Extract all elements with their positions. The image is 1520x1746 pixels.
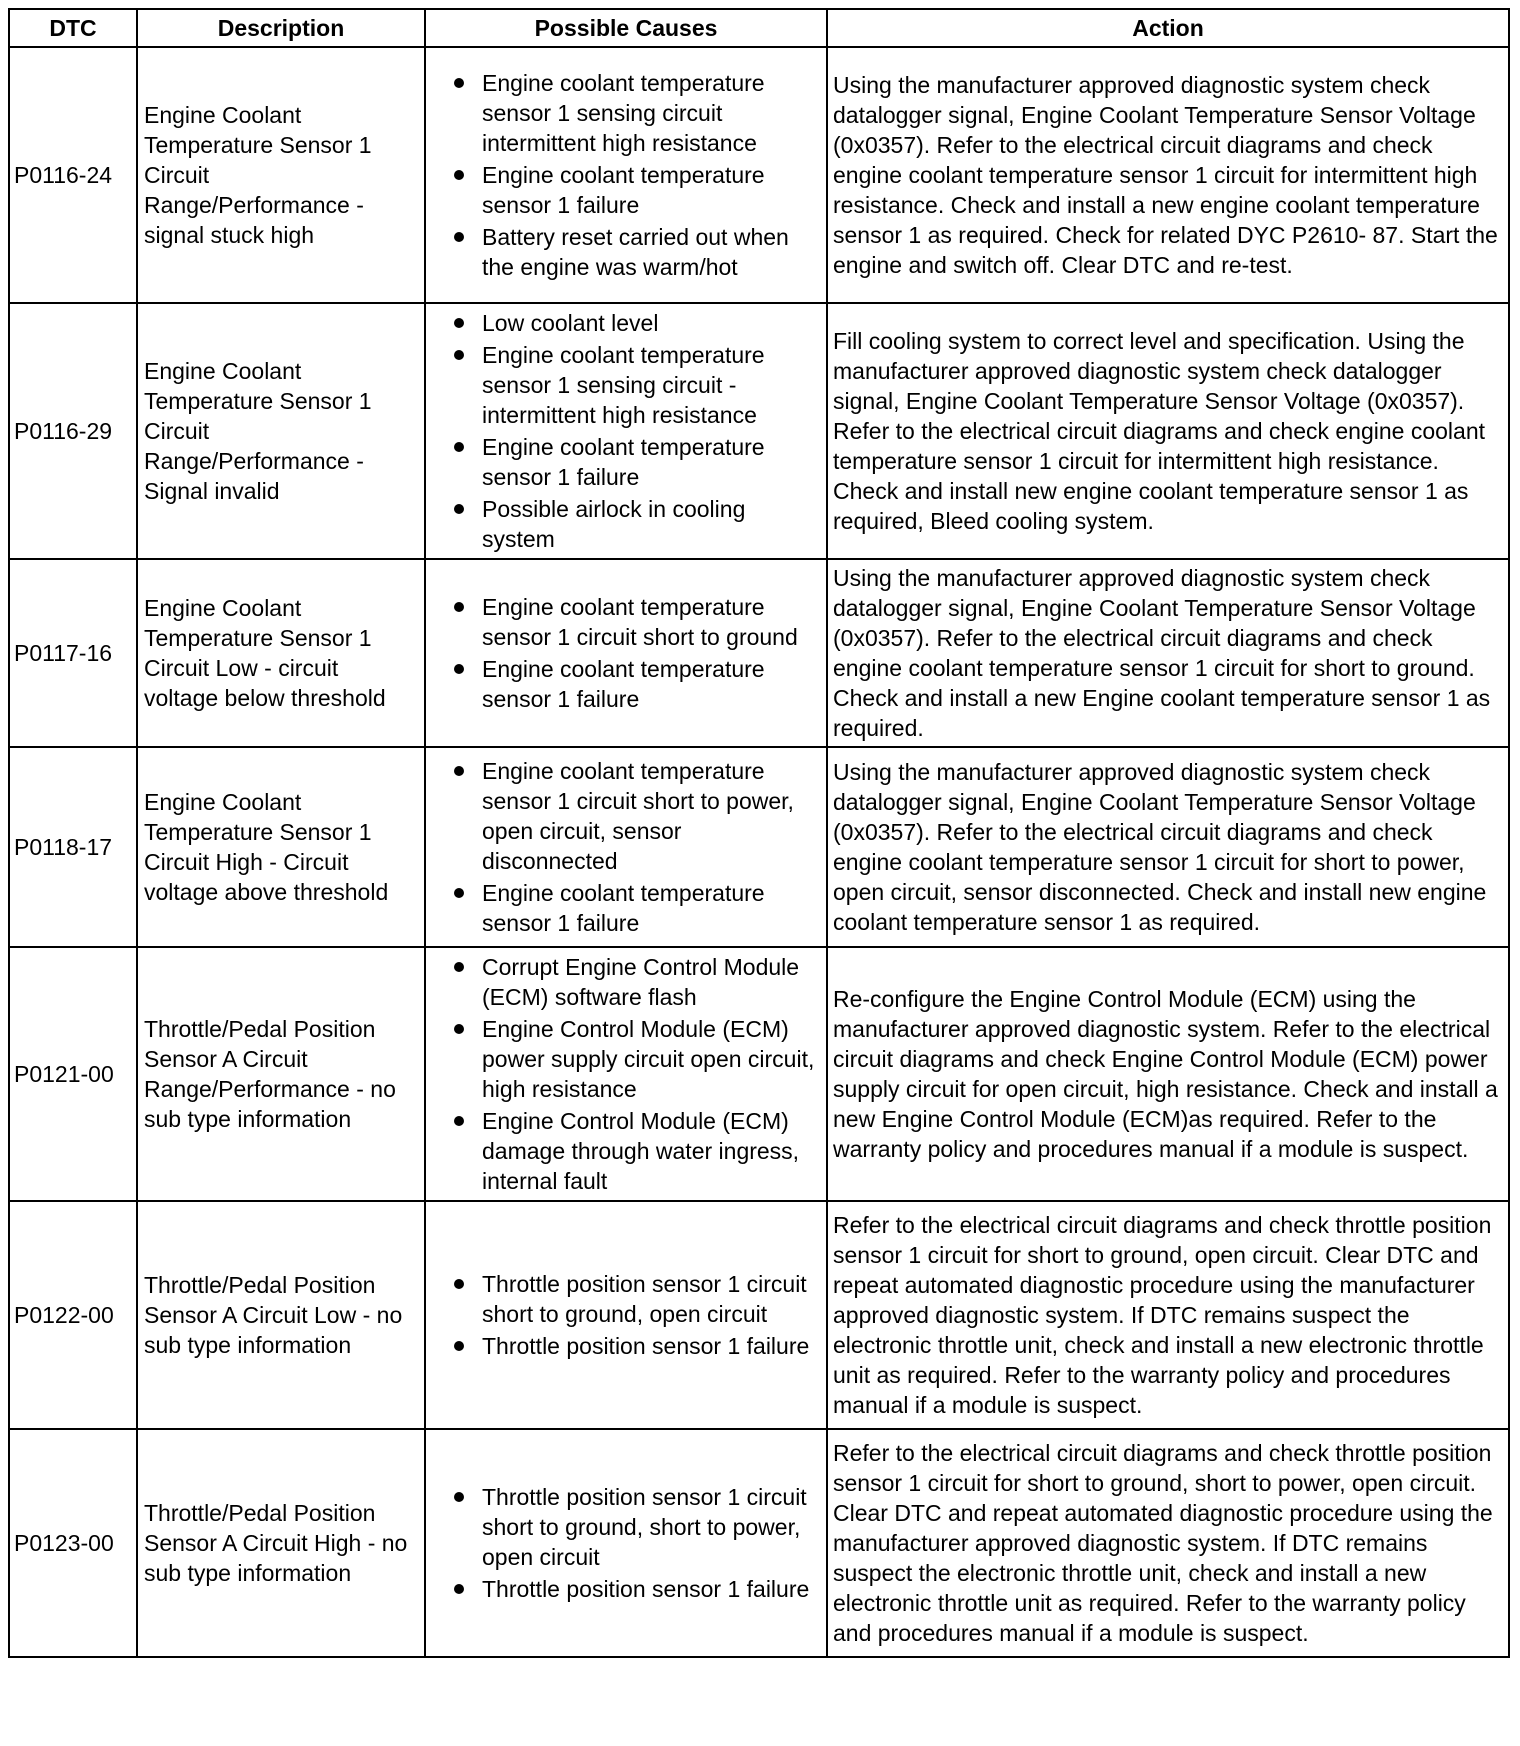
cause-text: Engine coolant temperature sensor 1 circuit short to ground <box>482 594 798 650</box>
bullet-icon <box>454 78 464 88</box>
cause-text: Corrupt Engine Control Module (ECM) software flash <box>482 954 800 1010</box>
cause-list-item <box>432 308 822 338</box>
possible-causes-cell <box>425 303 827 559</box>
cause-text: Battery reset carried out when the engine was warm/hot <box>482 224 789 280</box>
bullet-icon <box>454 170 464 180</box>
cause-text: Throttle position sensor 1 failure <box>482 1333 810 1359</box>
table-row <box>9 47 1509 303</box>
cause-list-item <box>432 592 822 652</box>
dtc-code-cell: P0117-16 <box>9 559 137 747</box>
cause-list-item <box>432 1014 822 1104</box>
cause-list-item <box>432 878 822 938</box>
cause-list-item <box>432 1269 822 1329</box>
bullet-icon <box>454 602 464 612</box>
cause-list-item <box>432 756 822 876</box>
causes-list <box>432 592 822 714</box>
cause-list-item <box>432 1331 822 1361</box>
possible-causes-cell <box>425 47 827 303</box>
dtc-code-cell: P0121-00 <box>9 947 137 1201</box>
bullet-icon <box>454 442 464 452</box>
action-cell: Fill cooling system to correct level and specification. Using the manufacturer approved diagnostic system check datalogger signal, Engine Coolant Temperature Sensor Voltage (0x0357). Refer to the electrical circuit diagrams and check engine coolant temperature sensor 1 circuit for intermittent high resistance. Check and install new engine coolant temperature sensor 1 as required, Bleed cooling system. <box>827 303 1509 559</box>
bullet-icon <box>454 1584 464 1594</box>
cause-text: Low coolant level <box>482 310 659 336</box>
description-cell: Engine Coolant Temperature Sensor 1 Circuit Range/Performance - Signal invalid <box>137 303 425 559</box>
description-cell: Engine Coolant Temperature Sensor 1 Circuit Low - circuit voltage below threshold <box>137 559 425 747</box>
description-cell: Throttle/Pedal Position Sensor A Circuit Low - no sub type information <box>137 1201 425 1429</box>
dtc-code-cell: P0116-24 <box>9 47 137 303</box>
action-cell: Refer to the electrical circuit diagrams and check throttle position sensor 1 circuit for short to ground, short to power, open circuit. Clear DTC and repeat automated diagnostic procedure using the manufacturer approved diagnostic system. If DTC remains suspect the electronic throttle unit, check and install a new electronic throttle unit as required. Refer to the warranty policy and procedures manual if a module is suspect. <box>827 1429 1509 1657</box>
possible-causes-cell <box>425 747 827 947</box>
bullet-icon <box>454 1341 464 1351</box>
table-row <box>9 303 1509 559</box>
header-dtc: DTC <box>9 9 137 47</box>
cause-list-item <box>432 952 822 1012</box>
table-row <box>9 1429 1509 1657</box>
table-row <box>9 947 1509 1201</box>
cause-list-item <box>432 432 822 492</box>
bullet-icon <box>454 318 464 328</box>
cause-text: Engine coolant temperature sensor 1 failure <box>482 880 765 936</box>
causes-list <box>432 308 822 554</box>
causes-list <box>432 1482 822 1604</box>
bullet-icon <box>454 664 464 674</box>
cause-text: Engine coolant temperature sensor 1 sensing circuit - intermittent high resistance <box>482 342 765 428</box>
cause-text: Engine Control Module (ECM) damage through water ingress, internal fault <box>482 1108 800 1194</box>
dtc-code-cell: P0116-29 <box>9 303 137 559</box>
dtc-table <box>8 8 1510 1658</box>
bullet-icon <box>454 504 464 514</box>
cause-list-item <box>432 160 822 220</box>
header-action: Action <box>827 9 1509 47</box>
cause-list-item <box>432 1106 822 1196</box>
bullet-icon <box>454 1279 464 1289</box>
cause-list-item <box>432 654 822 714</box>
table-row <box>9 1201 1509 1429</box>
possible-causes-cell <box>425 559 827 747</box>
cause-text: Engine coolant temperature sensor 1 failure <box>482 162 765 218</box>
bullet-icon <box>454 962 464 972</box>
bullet-icon <box>454 1024 464 1034</box>
action-cell: Refer to the electrical circuit diagrams and check throttle position sensor 1 circuit for short to ground, open circuit. Clear DTC and repeat automated diagnostic procedure using the manufacturer approved diagnostic system. If DTC remains suspect the electronic throttle unit, check and install a new electronic throttle unit as required. Refer to the warranty policy and procedures manual if a module is suspect. <box>827 1201 1509 1429</box>
description-cell: Engine Coolant Temperature Sensor 1 Circuit Range/Performance - signal stuck high <box>137 47 425 303</box>
action-cell: Using the manufacturer approved diagnostic system check datalogger signal, Engine Coolant Temperature Sensor Voltage (0x0357). Refer to the electrical circuit diagrams and check engine coolant temperature sensor 1 circuit for short to ground. Check and install a new Engine coolant temperature sensor 1 as required. <box>827 559 1509 747</box>
dtc-code-cell: P0122-00 <box>9 1201 137 1429</box>
causes-list <box>432 756 822 938</box>
cause-text: Throttle position sensor 1 failure <box>482 1576 810 1602</box>
possible-causes-cell <box>425 947 827 1201</box>
cause-text: Throttle position sensor 1 circuit short to ground, short to power, open circuit <box>482 1484 807 1570</box>
bullet-icon <box>454 350 464 360</box>
cause-list-item <box>432 68 822 158</box>
bullet-icon <box>454 1116 464 1126</box>
bullet-icon <box>454 766 464 776</box>
dtc-code-cell: P0118-17 <box>9 747 137 947</box>
bullet-icon <box>454 1492 464 1502</box>
cause-text: Engine coolant temperature sensor 1 failure <box>482 434 765 490</box>
cause-list-item <box>432 1574 822 1604</box>
causes-list <box>432 952 822 1196</box>
header-description: Description <box>137 9 425 47</box>
possible-causes-cell <box>425 1429 827 1657</box>
table-header-row <box>9 9 1509 47</box>
cause-list-item <box>432 222 822 282</box>
cause-list-item <box>432 1482 822 1572</box>
table-row <box>9 747 1509 947</box>
bullet-icon <box>454 232 464 242</box>
description-cell: Throttle/Pedal Position Sensor A Circuit High - no sub type information <box>137 1429 425 1657</box>
possible-causes-cell <box>425 1201 827 1429</box>
table-body <box>9 47 1509 1657</box>
description-cell: Throttle/Pedal Position Sensor A Circuit Range/Performance - no sub type information <box>137 947 425 1201</box>
dtc-table-container <box>8 8 1508 1658</box>
causes-list <box>432 1269 822 1361</box>
cause-text: Throttle position sensor 1 circuit short to ground, open circuit <box>482 1271 807 1327</box>
cause-text: Engine coolant temperature sensor 1 circuit short to power, open circuit, sensor disconnected <box>482 758 794 874</box>
cause-text: Engine Control Module (ECM) power supply circuit open circuit, high resistance <box>482 1016 815 1102</box>
action-cell: Using the manufacturer approved diagnostic system check datalogger signal, Engine Coolant Temperature Sensor Voltage (0x0357). Refer to the electrical circuit diagrams and check engine coolant temperature sensor 1 circuit for short to power, open circuit, sensor disconnected. Check and install new engine coolant temperature sensor 1 as required. <box>827 747 1509 947</box>
action-cell: Re-configure the Engine Control Module (ECM) using the manufacturer approved diagnostic system. Refer to the electrical circuit diagrams and check Engine Control Module (ECM) power supply circuit for open circuit, high resistance. Check and install a new Engine Control Module (ECM)as required. Refer to the warranty policy and procedures manual if a module is suspect. <box>827 947 1509 1201</box>
cause-text: Engine coolant temperature sensor 1 failure <box>482 656 765 712</box>
cause-text: Engine coolant temperature sensor 1 sensing circuit intermittent high resistance <box>482 70 765 156</box>
cause-list-item <box>432 340 822 430</box>
description-cell: Engine Coolant Temperature Sensor 1 Circuit High - Circuit voltage above threshold <box>137 747 425 947</box>
cause-list-item <box>432 494 822 554</box>
bullet-icon <box>454 888 464 898</box>
header-possible-causes: Possible Causes <box>425 9 827 47</box>
cause-text: Possible airlock in cooling system <box>482 496 746 552</box>
dtc-code-cell: P0123-00 <box>9 1429 137 1657</box>
causes-list <box>432 68 822 282</box>
table-row <box>9 559 1509 747</box>
action-cell: Using the manufacturer approved diagnostic system check datalogger signal, Engine Coolant Temperature Sensor Voltage (0x0357). Refer to the electrical circuit diagrams and check engine coolant temperature sensor 1 circuit for intermittent high resistance. Check and install a new engine coolant temperature sensor 1 as required. Check for related DYC P2610- 87. Start the engine and switch off. Clear DTC and re-test. <box>827 47 1509 303</box>
